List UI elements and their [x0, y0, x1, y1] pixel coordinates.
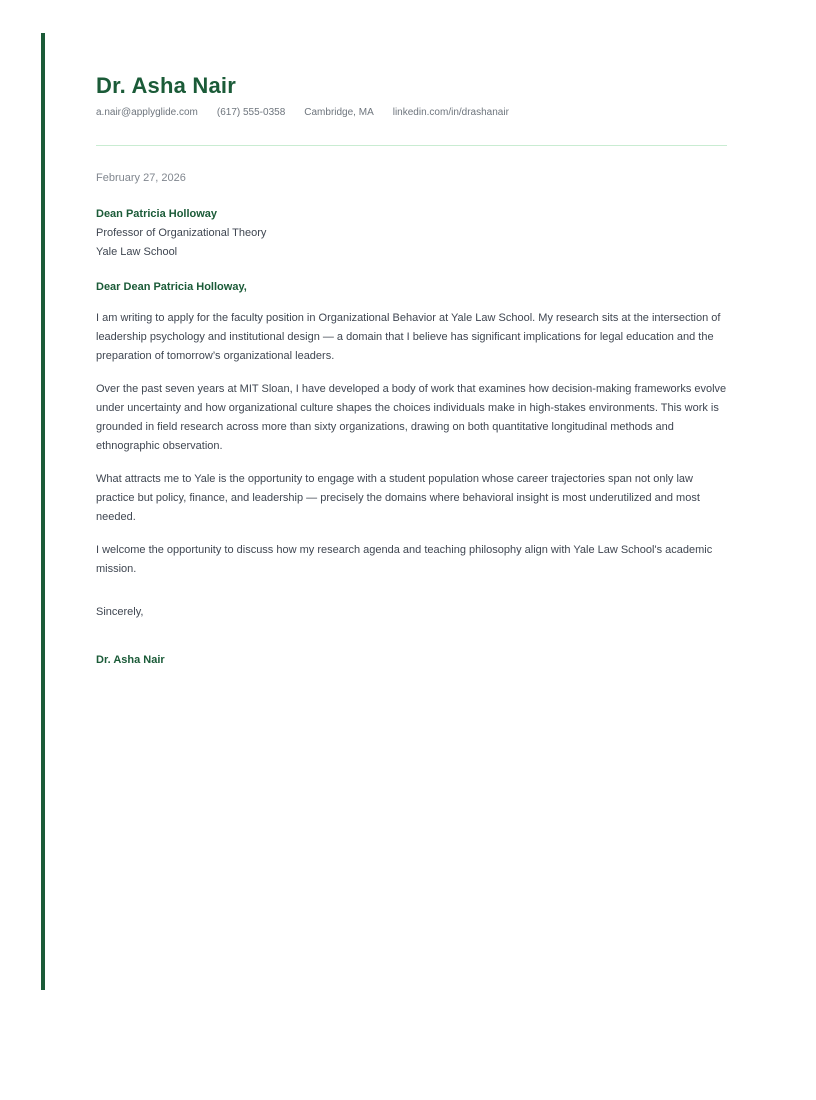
recipient-title: Professor of Organizational Theory [96, 227, 267, 239]
body-paragraph-4: I welcome the opportunity to discuss how my research agenda and teaching philosophy align with Yale Law School's academic mission. [96, 544, 713, 575]
recipient-organization: Yale Law School [96, 246, 178, 258]
recipient-name: Dean Patricia Holloway [96, 208, 218, 220]
letter-date: February 27, 2026 [96, 172, 186, 184]
body-paragraph-1: I am writing to apply for the faculty position in Organizational Behavior at Yale Law School. My research sits at the intersection of leadership psychology and institutional design — a domain that I believe has significant implications for legal education and the preparation of tomorrow’s organizational leaders. [96, 312, 721, 362]
applicant-name: Dr. Asha Nair [96, 73, 236, 98]
contact-info [96, 106, 727, 119]
letter-content [96, 0, 727, 670]
body-paragraph-3: What attracts me to Yale is the opportunity to engage with a student population whose career trajectories span not only law practice but policy, finance, and leadership — precisely the domains where behavioral insight is most underutilized and most needed. [96, 473, 700, 523]
contact-email: a.nair@applyglide.com [96, 107, 198, 118]
recipient-block [96, 205, 727, 262]
header-divider [96, 145, 727, 146]
signature-name: Dr. Asha Nair [96, 654, 165, 666]
salutation: Dear Dean Patricia Holloway, [96, 281, 247, 293]
accent-bar [41, 33, 45, 990]
contact-linkedin: linkedin.com/in/drashanair [392, 107, 509, 118]
contact-location: Cambridge, MA [304, 107, 374, 118]
body-paragraph-2: Over the past seven years at MIT Sloan, I have developed a body of work that examines how decision-making frameworks evolve under uncertainty and how organizational culture shapes the choices individuals make in high-stakes environments. This work is grounded in field research across more than sixty organizations, drawing on both quantitative longitudinal methods and ethnographic observation. [96, 383, 727, 452]
closing: Sincerely, [96, 606, 144, 618]
contact-phone: (617) 555-0358 [216, 107, 286, 118]
